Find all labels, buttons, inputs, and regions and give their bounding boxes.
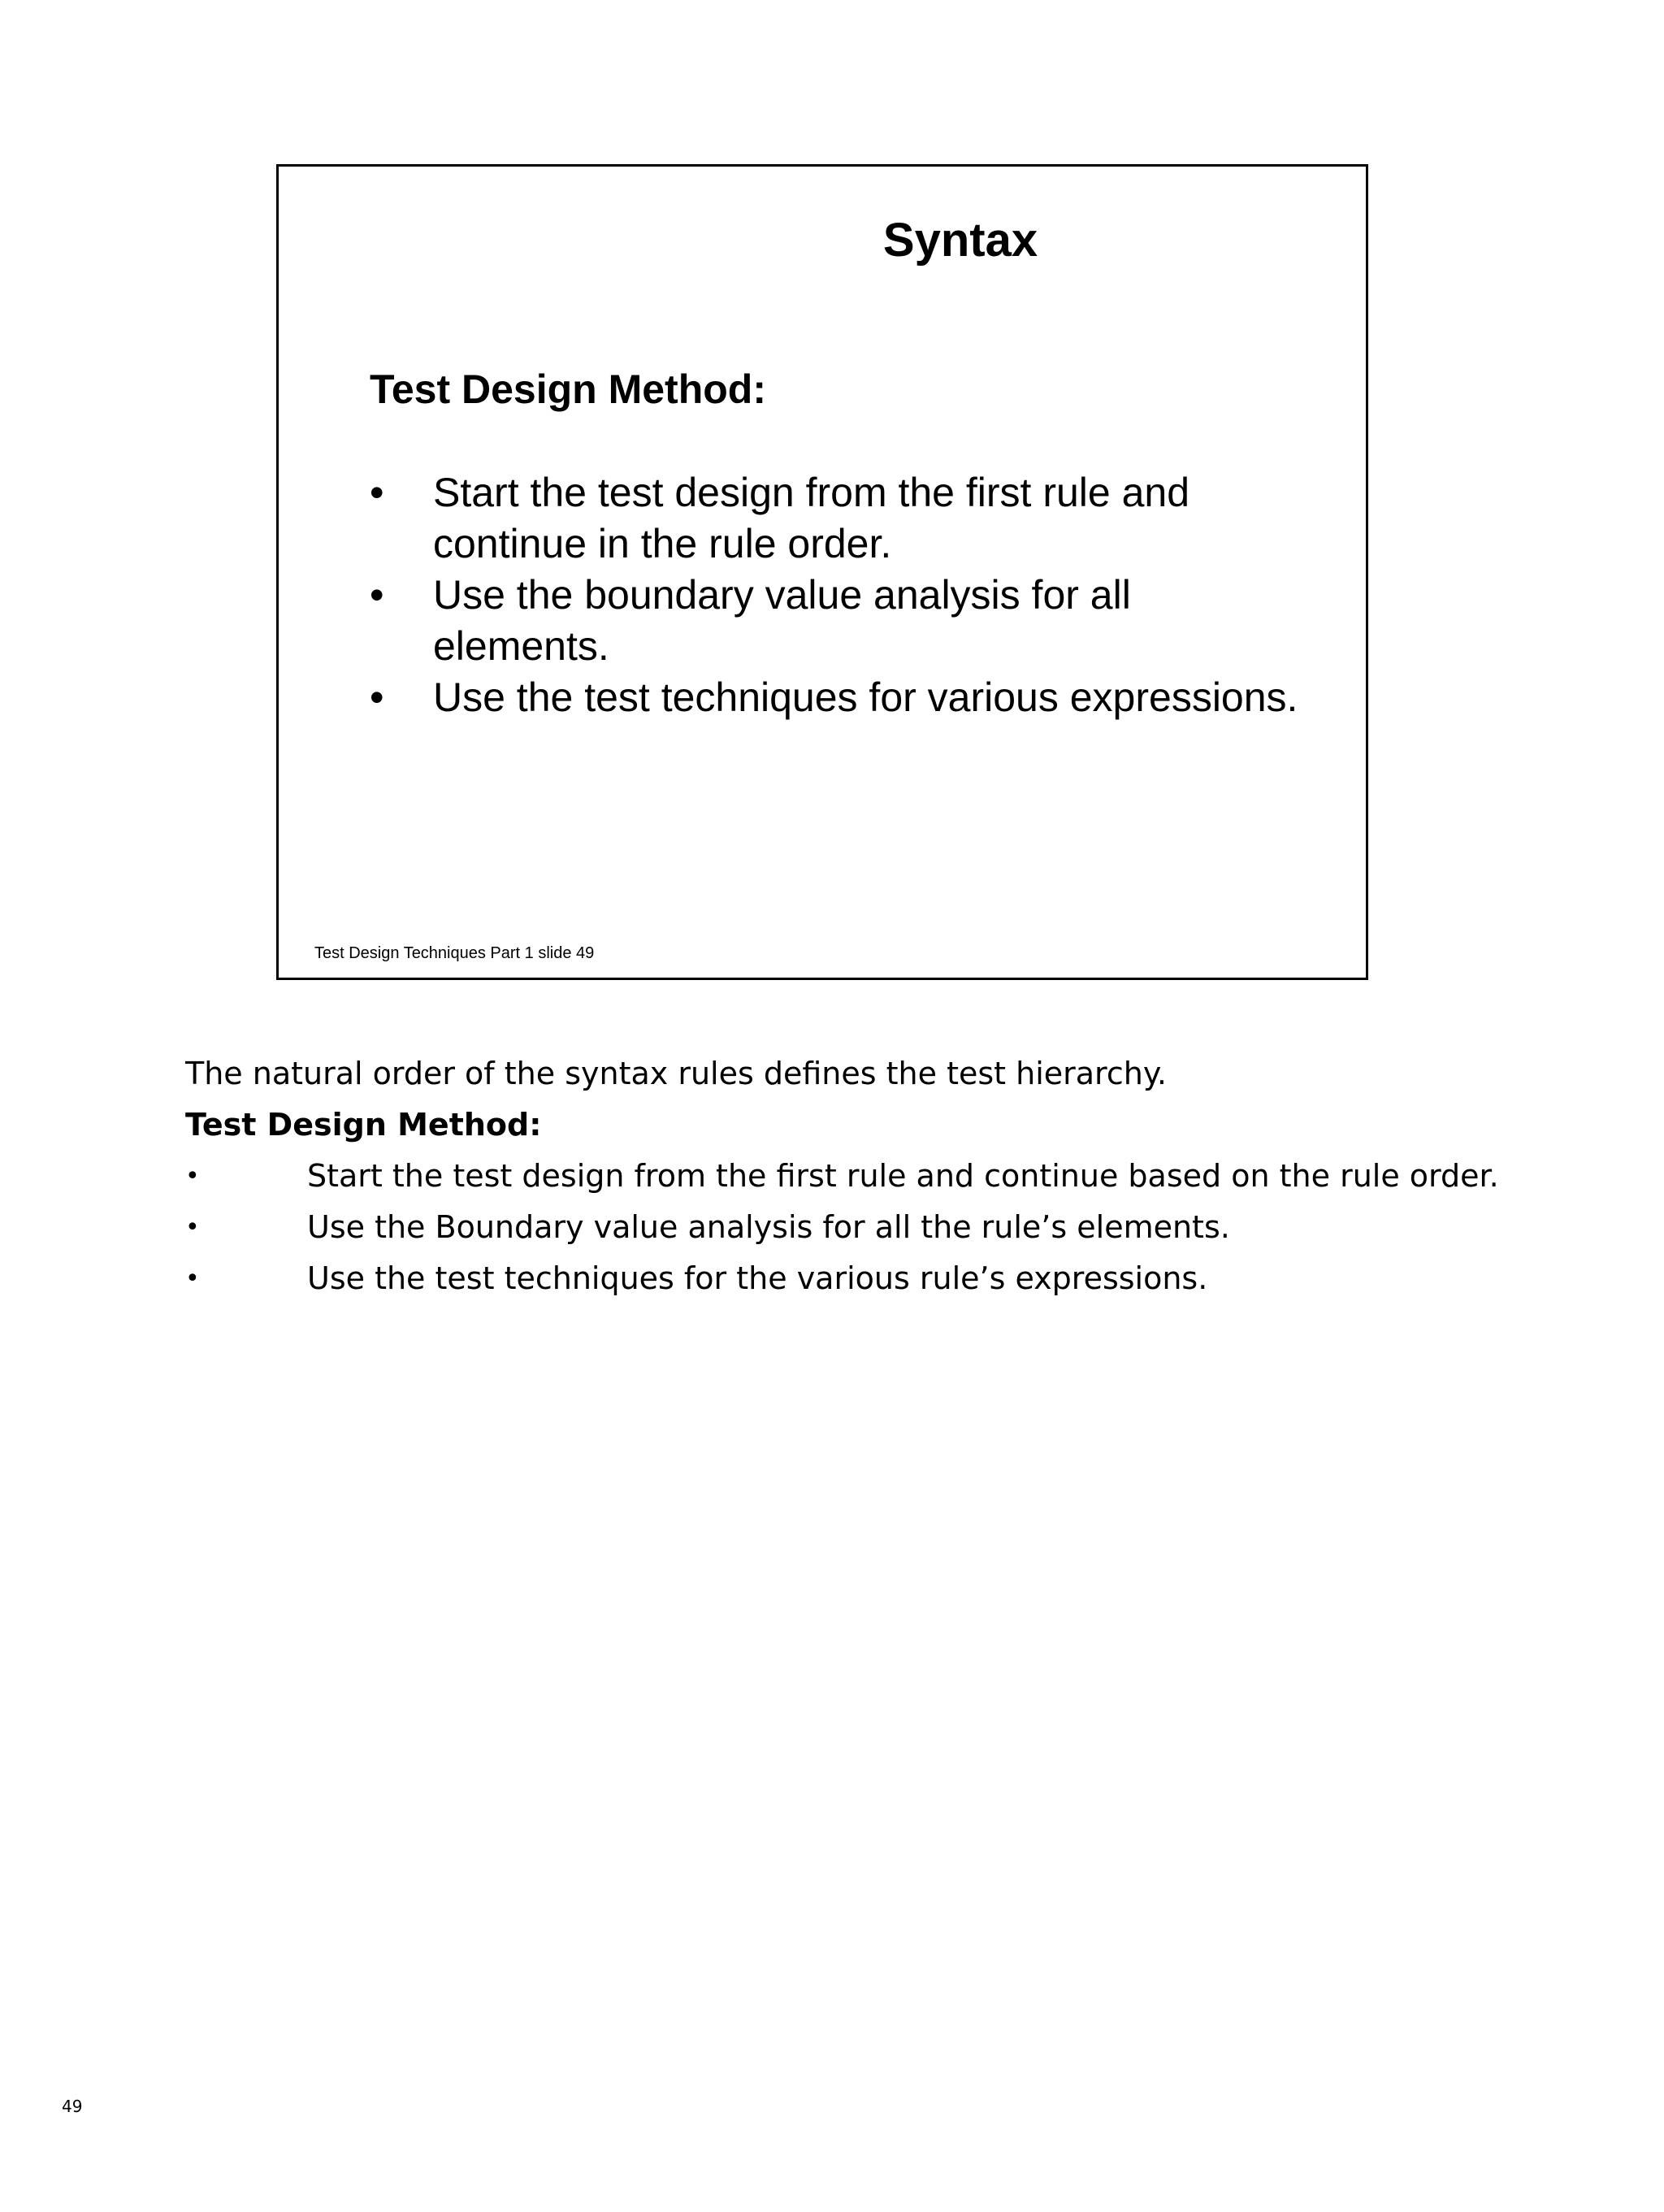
notes-bullet-item bbox=[185, 1151, 1566, 1202]
slide-title: Syntax bbox=[882, 214, 1038, 267]
notes-section bbox=[185, 1048, 1566, 1304]
bullet-icon: • bbox=[370, 674, 384, 720]
slide-bullet-text: Start the test design from the first rule and continue in the rule order. bbox=[433, 470, 1190, 566]
bullet-icon: • bbox=[185, 1162, 200, 1191]
notes-bullet-text: Use the Boundary value analysis for all the rule’s elements. bbox=[307, 1209, 1230, 1245]
notes-intro: The natural order of the syntax rules defines the test hierarchy. bbox=[185, 1056, 1167, 1091]
slide-bullet-item bbox=[370, 570, 1312, 672]
notes-bullet-text: Start the test design from the first rule and continue based on the rule order. bbox=[307, 1158, 1499, 1194]
slide-footer: Test Design Techniques Part 1 slide 49 bbox=[314, 944, 595, 962]
slide-bullet-text: Use the test techniques for various expressions. bbox=[433, 674, 1298, 720]
slide-bullet-list bbox=[370, 467, 1312, 723]
slide-frame bbox=[276, 164, 1368, 980]
notes-bullet-item bbox=[185, 1253, 1566, 1304]
page-number: 49 bbox=[62, 2097, 83, 2116]
notes-bullet-item bbox=[185, 1202, 1566, 1253]
slide-bullet-item bbox=[370, 467, 1312, 570]
notes-bullet-list bbox=[185, 1151, 1566, 1304]
notes-heading: Test Design Method: bbox=[185, 1107, 542, 1143]
bullet-icon: • bbox=[185, 1213, 200, 1242]
slide-heading: Test Design Method: bbox=[370, 366, 766, 412]
bullet-icon: • bbox=[185, 1264, 200, 1293]
slide-bullet-item bbox=[370, 672, 1312, 723]
slide-bullet-text: Use the boundary value analysis for all elements. bbox=[433, 572, 1131, 669]
bullet-icon: • bbox=[370, 470, 384, 515]
bullet-icon: • bbox=[370, 572, 384, 618]
notes-bullet-text: Use the test techniques for the various rule’s expressions. bbox=[307, 1260, 1208, 1296]
